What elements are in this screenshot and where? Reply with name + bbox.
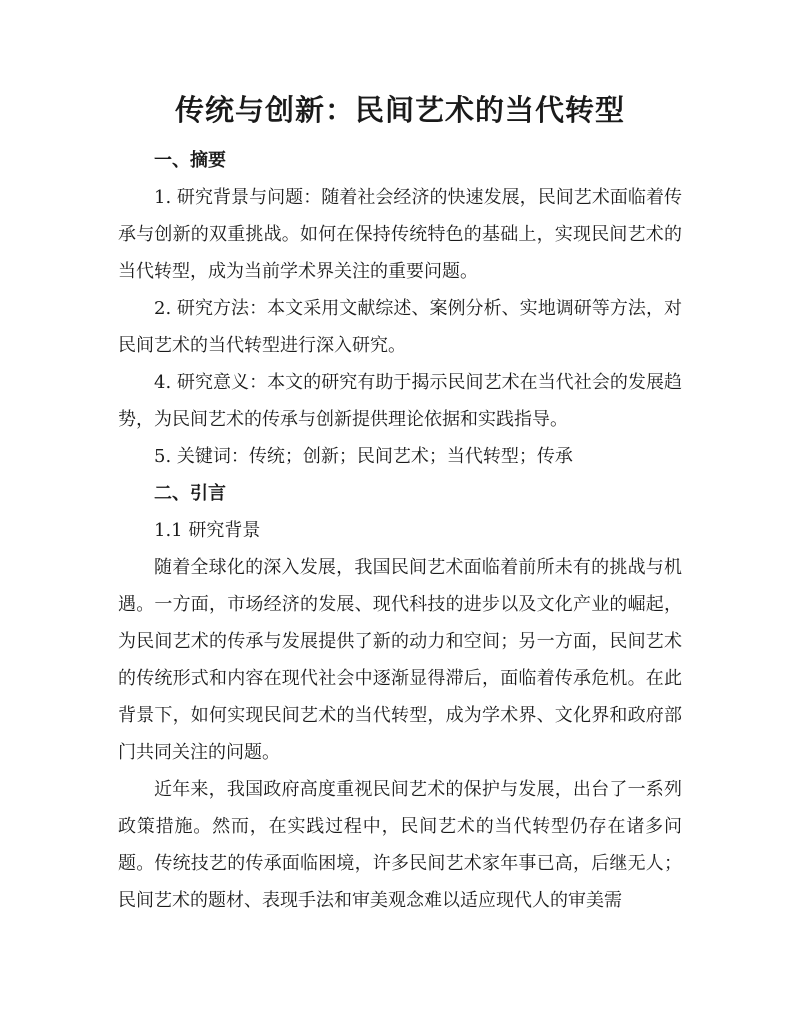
- section-heading-intro: 二、引言: [154, 483, 226, 504]
- document-body: [118, 142, 682, 919]
- intro-paragraph: 近年来，我国政府高度重视民间艺术的保护与发展，出台了一系列政策措施。然而，在实践过程中，民间艺术的当代转型仍存在诸多问题。传统技艺的传承面临困境，许多民间艺术家年事已高，后继无人；民间艺术的题材、表现手法和审美观念难以适应现代人的审美需: [118, 779, 682, 911]
- abstract-item-significance: 4. 研究意义：本文的研究有助于揭示民间艺术在当代社会的发展趋势，为民间艺术的传承与创新提供理论依据和实践指导。: [118, 372, 682, 430]
- abstract-item-keywords: 5. 关键词：传统；创新；民间艺术；当代转型；传承: [154, 446, 573, 467]
- section-heading-abstract: 一、摘要: [154, 150, 226, 171]
- document-title: 传统与创新：民间艺术的当代转型: [174, 93, 625, 127]
- subsection-heading-background: 1.1 研究背景: [154, 520, 261, 541]
- abstract-item-method: 2. 研究方法：本文采用文献综述、案例分析、实地调研等方法，对民间艺术的当代转型进行深入研究。: [118, 298, 682, 356]
- intro-paragraph: 随着全球化的深入发展，我国民间艺术面临着前所未有的挑战与机遇。一方面，市场经济的发展、现代科技的进步以及文化产业的崛起，为民间艺术的传承与发展提供了新的动力和空间；另一方面，民间艺术的传统形式和内容在现代社会中逐渐显得滞后，面临着传承危机。在此背景下，如何实现民间艺术的当代转型，成为学术界、文化界和政府部门共同关注的问题。: [118, 557, 682, 763]
- abstract-item-background: 1. 研究背景与问题：随着社会经济的快速发展，民间艺术面临着传承与创新的双重挑战。如何在保持传统特色的基础上，实现民间艺术的当代转型，成为当前学术界关注的重要问题。: [118, 187, 682, 282]
